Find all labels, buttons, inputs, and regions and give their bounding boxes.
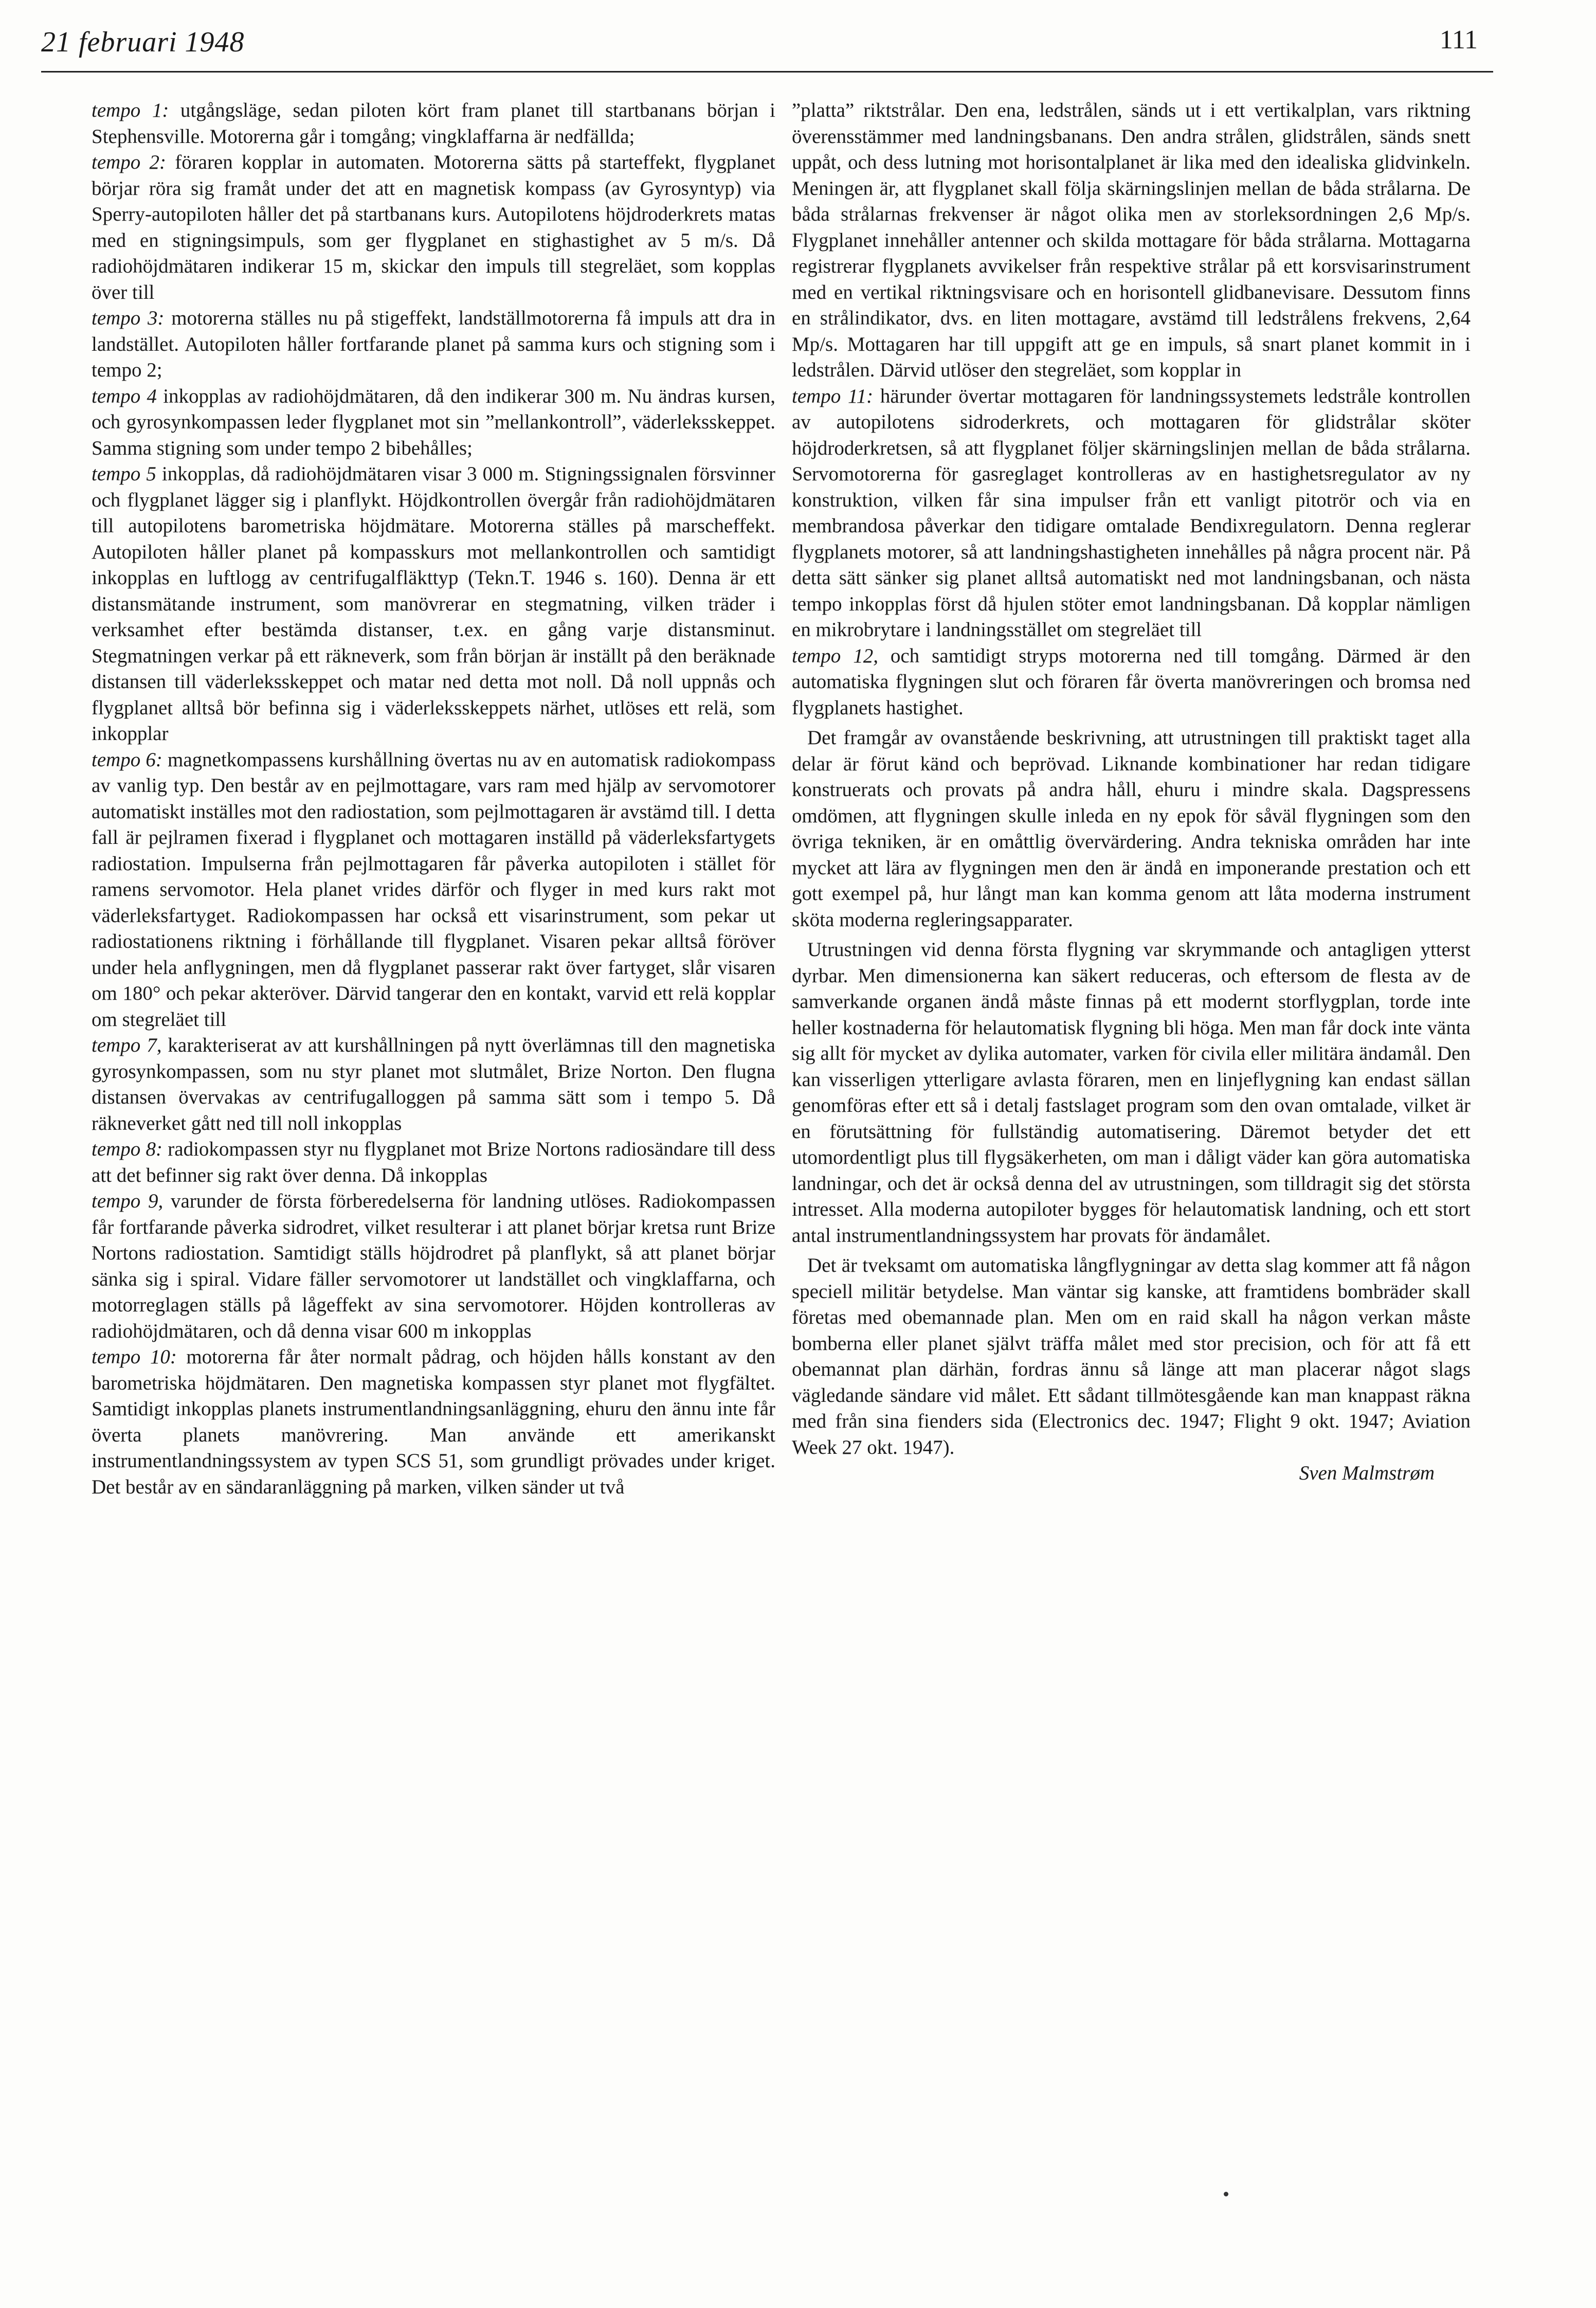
tempo-text: motorerna ställes nu på stigeffekt, landställmotorerna få impuls att dra in landstället. Autopiloten håller fortfarande planet på samma kurs och stigning som i tempo 2; — [92, 307, 775, 381]
tempo-text: magnetkompassens kurshållning övertas nu av en automatisk radiokompass av vanlig typ. Den består av en pejlmottagare, vars ram med hjälp av servomotorer automatiskt inställes mot den radiostation, som pejlmottagaren är avstämd till. I detta fall är pejlramen fixerad i flygplanet och mottagaren inställd på väderleksfartygets radiostation. Impulserna från pejlmottagaren får påverka autopiloten i stället för ramens servomotor. Hela planet vrides därför och flyger in med kurs rakt mot väderleksfartyget. Radiokompassen har också ett visarinstrument, som pekar ut radiostationens riktning i förhållande till flygplanet. Visaren pekar alltså föröver under hela anflygningen, men då flygplanet passerar rakt över fartyget, slår visaren om 180° och pekar akteröver. Därvid tangerar den en kontakt, varvid ett relä kopplar om stegreläet till — [92, 748, 775, 1031]
tempo-text: motorerna får åter normalt pådrag, och höjden hålls konstant av den barometriska höjdmätaren. Den magnetiska kompassen styr planet mot flygfältet. Samtidigt inkopplas planets instrumentlandningsanläggning, ehuru den ännu inte får överta planets manövrering. Man använde ett amerikanskt instrumentlandningssystem av typen SCS 51, som grundligt prövades under kriget. Det består av en sändaranläggning på marken, vilken sänder ut två — [92, 1346, 775, 1498]
tempo-paragraph — [92, 461, 775, 747]
author-signature: Sven Malmstrøm — [1299, 1462, 1435, 1484]
tempo-label: tempo 5 — [92, 463, 156, 485]
tempo-paragraph — [792, 643, 1471, 722]
tempo-text: härunder övertar mottagaren för landningssystemets ledstråle kontrollen av autopilotens sidroderkrets, och mottagaren för glidstrålar sköter höjdroderkretsen, så att flygplanet följer skärningslinjen mellan de båda strålarna. Servomotorerna för gasreglaget kontrolleras av en hastighetsregulator av ny konstruktion, vilken får sina impulser från ett vanligt pitotrör och via en membrandosa påverkar den tidigare omtalade Bendixregulatorn. Denna reglerar flygplanets motorer, så att landningshastigheten innehålles på några procent när. På detta sätt sänker sig planet alltså automatiskt ned mot landningsbanan, och nästa tempo inkopplas först då hjulen stöter emot landningsbanan. Då kopplar nämligen en mikrobrytare i landningsstället om stegreläet till — [792, 385, 1471, 641]
right-column — [792, 98, 1471, 1487]
tempo-paragraph — [792, 384, 1471, 643]
stray-mark — [1224, 2192, 1228, 2196]
tempo-text: karakteriserat av att kurshållningen på nytt överlämnas till den magnetiska gyrosynkompassen, som nu styr planet mot slutmålet, Brize Norton. Den flugna distansen övervakas av centrifugalloggen på samma sätt som i tempo 5. Då räkneverket gått ned till noll inkopplas — [92, 1034, 775, 1134]
body-paragraph: Utrustningen vid denna första flygning var skrymmande och antagligen ytterst dyrbar. Men dimensionerna kan säkert reduceras, och eftersom de flesta av de samverkande organen ändå måste finnas på ett modernt storflygplan, torde inte heller kostnaderna för helautomatisk flygning bli höga. Men man får dock inte vänta sig allt för mycket av dylika automater, varken för civila eller militära ändamål. Den kan visserligen ytterligare avlasta föraren, men en linjeflygning kan endast sällan genomföras efter ett så i detalj fastslaget program som den ovan omtalade, vilket är en förutsättning för fullständig automatisering. Däremot betyder det ett utomordentligt plus till flygsäkerheten, om man i dåligt väder kan göra automatiska landningar, och det är också denna del av utrustningen, som tilldragit sig det största intresset. Alla moderna autopiloter bygges för helautomatisk landning, och ett stort antal instrumentlandningssystem har provats för ändamålet. — [792, 939, 1471, 1247]
tempo-label: tempo 12, — [792, 644, 878, 667]
page-number: 111 — [1439, 25, 1478, 55]
tempo-text: inkopplas, då radiohöjdmätaren visar 3 000 m. Stigningssignalen försvinner och flygplanet lägger sig i planflykt. Höjdkontrollen övergår från radiohöjdmätaren till autopilotens barometriska höjdmätare. Motorerna ställes på marscheffekt. Autopiloten håller planet på kompasskurs mot mellankontrollen och samtidigt inkopplas en luftlogg av centrifugalfläkttyp (Tekn.T. 1946 s. 160). Denna är ett distansmätande instrument, som manövrerar en stegmatning, vilken träder i verksamhet efter bestämda distanser, t.ex. en gång varje distansminut. Stegmatningen verkar på ett räkneverk, som från början är inställt på den beräknade distansen till väderleksskeppet och matar ned detta mot noll. Då noll uppnås och flygplanet alltså bör befinna sig i väderleksskeppets närhet, utlöses ett relä, som inkopplar — [92, 463, 776, 745]
tempo-paragraph — [92, 384, 775, 462]
tempo-paragraph — [92, 747, 775, 1033]
tempo-paragraph — [92, 98, 775, 150]
tempo-label: tempo 9, — [92, 1190, 164, 1212]
tempo-label: tempo 2: — [92, 151, 166, 173]
tempo-label: tempo 11: — [792, 385, 874, 407]
tempo-text: och samtidigt stryps motorerna ned till tomgång. Därmed är den automatiska flygningen slut och föraren får överta manövreringen och bromsa ned flygplanets hastighet. — [792, 644, 1471, 719]
tempo-paragraph — [92, 150, 775, 305]
tempo-label: tempo 6: — [92, 748, 162, 771]
tempo-paragraph — [92, 1033, 775, 1137]
tempo-label: tempo 3: — [92, 307, 165, 329]
tempo-label: tempo 10: — [92, 1346, 177, 1368]
tempo-label: tempo 8: — [92, 1138, 163, 1160]
body-paragraph: Det framgår av ovanstående beskrivning, att utrustningen till praktiskt taget alla delar är förut känd och beprövad. Liknande kombinationer har redan tidigare konstruerats och provats på andra håll, ehuru i mindre skala. Dagspressens omdömen, att flygningen skulle inleda en ny epok för såväl flygningen som den övriga tekniken, är en omåttlig övervärdering. Andra tekniska områden har inte mycket att lära av flygningen men den är ändå en imponerande prestation och ett gott exempel på, hur långt man kan komma genom att låta moderna instrument sköta moderna regleringsapparater. — [792, 727, 1471, 931]
tempo-label: tempo 1: — [92, 99, 169, 121]
tempo-paragraph — [92, 1344, 775, 1500]
body-paragraph: Det är tveksamt om automatiska långflygningar av detta slag kommer att få någon speciell militär betydelse. Man väntar sig kanske, att framtidens bombräder skall företas med obemannade plan. Men om en raid skall ha någon verkan måste bomberna eller planet självt träffa målet med stor precision, och för att få ett obemannat plan därhän, fordras ännu så länge att man placerar något slags vägledande sändare vid målet. Ett sådant tillmötesgående kan man knappast räkna med från sina fienders sida (Electronics dec. 1947; Flight 9 okt. 1947; Aviation Week 27 okt. 1947). — [792, 1254, 1471, 1458]
header-date: 21 februari 1948 — [41, 26, 245, 58]
continuation-text: ”platta” riktstrålar. Den ena, ledstrålen, sänds ut i ett vertikalplan, vars riktning överensstämmer med landningsbanans. Den andra strålen, glidstrålen, sänds snett uppåt, och dess lutning mot horisontalplanet är lika med den idealiska glidvinkeln. Meningen är, att flygplanet skall följa skärningslinjen mellan de båda strålarna. De båda strålarnas frekvenser är något olika men av storleksordningen 2,6 Mp/s. Flygplanet innehåller antenner och skilda mottagare för båda strålarna. Mottagarna registrerar flygplanets avvikelser från respektive strålar på ett korsvisarinstrument med en vertikal riktningsvisare och en horisontell glidbanevisare. Dessutom finns en strålindikator, dvs. en liten mottagare, avstämd till ledstrålens frekvens, 2,64 Mp/s. Mottagaren har till uppgift att ge en impuls, så snart planet kommit in i ledstrålen. Därvid utlöser den stegreläet, som kopplar in — [792, 99, 1471, 381]
tempo-paragraph — [92, 1137, 775, 1188]
header-rule — [41, 71, 1493, 73]
left-column — [92, 98, 775, 1500]
tempo-label: tempo 7, — [92, 1034, 162, 1056]
tempo-text: varunder de första förberedelserna för landning utlöses. Radiokompassen får fortfarande påverka sidrodret, vilket resulterar i att planet börjar kretsa runt Brize Nortons radiostation. Samtidigt ställs höjdrodret på planflykt, så att planet börjar sänka sig i spiral. Vidare fäller servomotorer ut landstället och vingklaffarna, och motorreglagen ställs på lågeffekt av sina servomotorer. Höjden kontrolleras av radiohöjdmätaren, och då denna visar 600 m inkopplas — [92, 1190, 776, 1342]
continuation-paragraph — [792, 98, 1471, 384]
tempo-text: föraren kopplar in automaten. Motorerna sätts på starteffekt, flygplanet börjar röra sig framåt under det att en magnetisk kompass (av Gyrosyntyp) via Sperry-autopiloten håller det på startbanans kurs. Autopilotens höjdroderkrets matas med en stigningsimpuls, som ger flygplanet en stighastighet av 5 m/s. Då radiohöjdmätaren indikerar 15 m, skickar den impuls till stegreläet, som kopplas över till — [92, 151, 775, 303]
tempo-label: tempo 4 — [92, 385, 157, 407]
tempo-text: inkopplas av radiohöjdmätaren, då den indikerar 300 m. Nu ändras kursen, och gyrosynkompassen leder flygplanet mot sin ”mellankontroll”, väderleksskeppet. Samma stigning som under tempo 2 bibehålles; — [92, 385, 776, 459]
tempo-paragraph — [92, 1188, 775, 1344]
tempo-paragraph — [92, 305, 775, 384]
tempo-text: utgångsläge, sedan piloten kört fram planet till startbanans början i Stephensville. Motorerna går i tomgång; vingklaffarna är nedfällda; — [92, 99, 775, 148]
tempo-text: radiokompassen styr nu flygplanet mot Brize Nortons radiosändare till dess att det befinner sig rakt över denna. Då inkopplas — [92, 1138, 776, 1186]
